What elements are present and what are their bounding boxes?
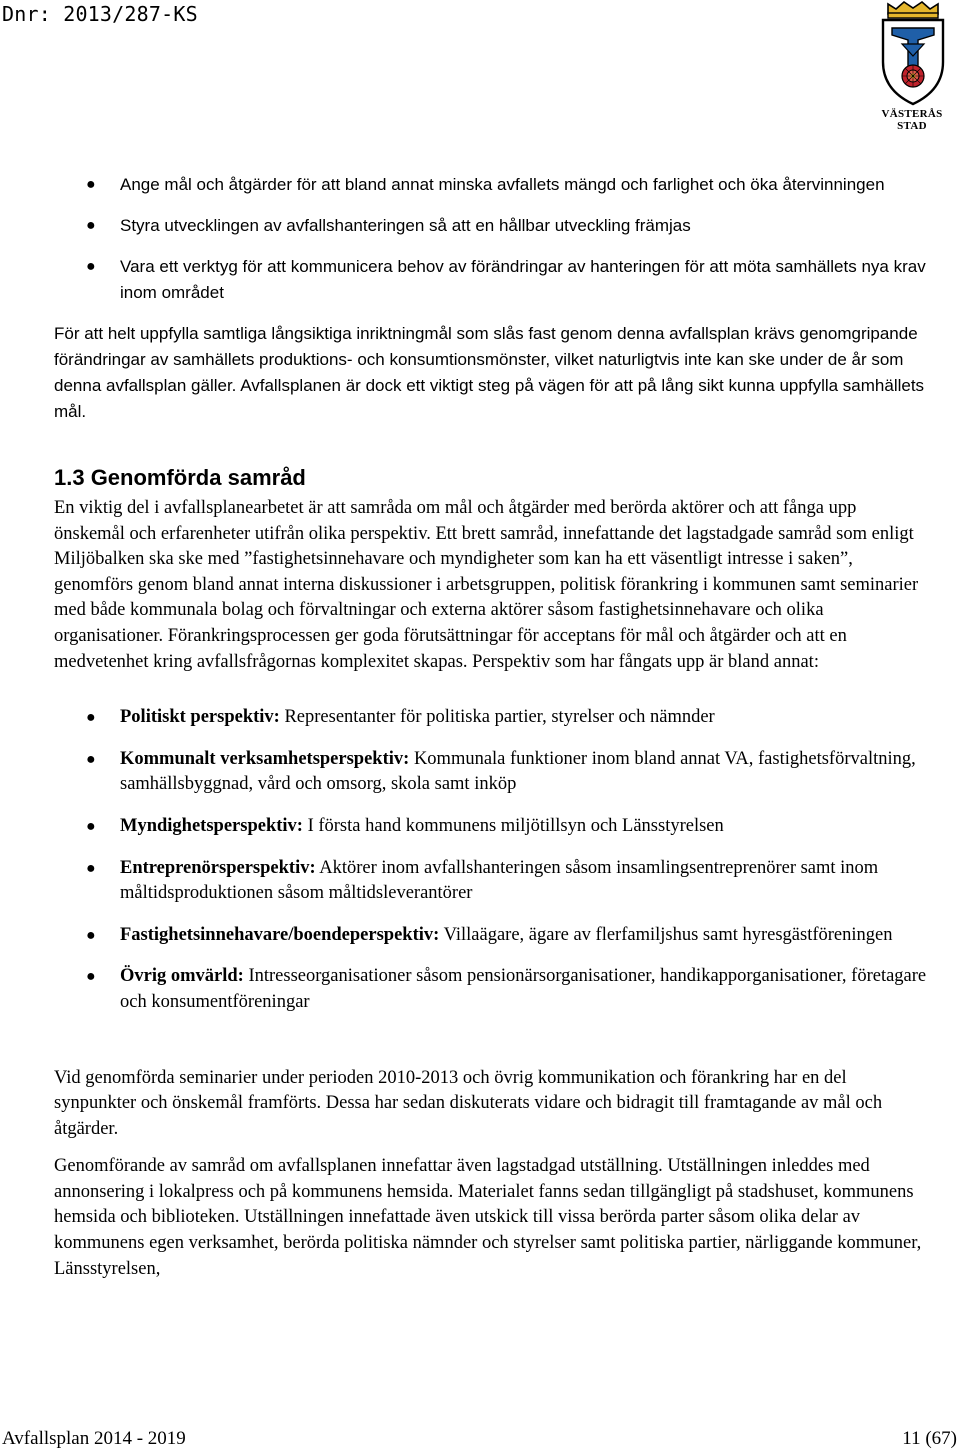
exhibition-paragraph: Genomförande av samråd om avfallsplanen innefattar även lagstadgad utställning. Utställningen inleddes med annonsering i lokalpress och på kommunens hemsida. Materialet fanns sedan tillgängligt på stadshuset, kommunens hemsida och biblioteken. Utställningen innefattade även utskick till vissa berörda parter såsom olika delar av kommunens egen verksamhet, berörda politiska nämnder och styrelser samt politiska partier, närliggande kommuner, Länsstyrelsen, [54, 1156, 922, 1279]
list-item [54, 254, 928, 306]
bullet-icon: ● [86, 750, 96, 768]
perspective-label: Politiskt perspektiv: [120, 707, 280, 728]
vasteras-logo [866, 0, 960, 132]
list-item [54, 213, 928, 239]
bullet-icon: ● [86, 709, 96, 727]
perspective-list [54, 705, 928, 1015]
list-item [54, 814, 928, 840]
bullet-icon: ● [86, 926, 96, 944]
list-item-text: Ange mål och åtgärder för att bland annat minska avfallets mängd och farlighet och öka återvinningen [120, 175, 885, 194]
section-intro-paragraph: En viktig del i avfallsplanearbetet är att samråda om mål och åtgärder med berörda aktörer och att fånga upp önskemål och erfarenheter utifrån olika perspektiv. Ett brett samråd, innefattande det lagstadgade samråd som enligt Miljöbalken ska ske med ”fastighetsinnehavare och myndigheter som kan ha ett väsentligt intresse i saken”, genomförs genom bland annat interna diskussioner i arbetsgruppen, politisk förankring i kommunen samt seminarier med både kommunala bolag och förvaltningar och externa aktörer såsom fastighetsinnehavare och olika organisationer. Förankringsprocessen ger goda förutsättningar för acceptans för mål och åtgärder och att en medvetenhet kring avfallsfrågornas komplexitet skapas. Perspektiv som har fångats upp är bland annat: [54, 498, 919, 672]
perspective-text: Villaägare, ägare av flerfamiljshus samt hyresgästföreningen [439, 924, 893, 945]
perspective-text: Representanter för politiska partier, styrelser och nämnder [279, 707, 715, 728]
logo-text: VÄSTERÅS STAD [881, 108, 943, 132]
bullet-icon: ● [86, 258, 96, 275]
perspective-text: I första hand kommunens miljötillsyn och Länsstyrelsen [302, 815, 724, 836]
goals-paragraph: För att helt uppfylla samtliga långsiktiga inriktningmål som slås fast genom denna avfallsplan krävs genomgripande förändringar av samhällets produktions- och konsumtionsmönster, vilket naturligtvis inte kan ske under de år som denna avfallsplan gäller. Avfallsplanen är dock ett viktigt steg på vägen för att på lång sikt kunna uppfylla samhällets mål. [54, 324, 925, 421]
document-number: Dnr: 2013/287-KS [2, 2, 198, 26]
intro-bullet-list [54, 172, 928, 306]
bullet-icon: ● [86, 217, 96, 234]
list-item [54, 705, 928, 731]
list-item-text: Vara ett verktyg för att kommunicera behov av förändringar av hanteringen för att möta samhällets nya krav inom området [120, 257, 926, 302]
perspective-label: Kommunalt verksamhetsperspektiv: [120, 748, 410, 769]
main-content [54, 172, 928, 1282]
page-number: 11 (67) [902, 1428, 957, 1449]
list-item [54, 856, 928, 907]
bullet-icon: ● [86, 176, 96, 193]
perspective-text: Aktörer inom avfallshanteringen såsom insamlingsentreprenörer samt inom måltidsproduktionen såsom måltidsleverantörer [120, 857, 879, 904]
perspective-label: Fastighetsinnehavare/boendeperspektiv: [120, 924, 440, 945]
section-heading: 1.3 Genomförda samråd [54, 465, 306, 490]
perspective-text: Intresseorganisationer såsom pensionärsorganisationer, handikapporganisationer, företagare och konsumentföreningar [120, 966, 927, 1012]
coat-of-arms-icon [866, 0, 960, 108]
perspective-label: Myndighetsperspektiv: [120, 815, 303, 836]
perspective-label: Entreprenörsperspektiv: [120, 857, 316, 878]
list-item [54, 172, 928, 198]
bullet-icon: ● [86, 817, 96, 835]
list-item-text: Styra utvecklingen av avfallshanteringen så att en hållbar utveckling främjas [120, 216, 691, 235]
list-item [54, 923, 928, 949]
perspective-label: Övrig omvärld: [120, 966, 244, 987]
bullet-icon: ● [86, 859, 96, 877]
list-item [54, 964, 928, 1015]
seminars-paragraph: Vid genomförda seminarier under perioden 2010-2013 och övrig kommunikation och förankring har en del synpunkter och önskemål framförts. Dessa har sedan diskuterats vidare och bidragit till framtagande av mål och åtgärder. [54, 1067, 883, 1139]
bullet-icon: ● [86, 968, 96, 986]
perspective-text: Kommunala funktioner inom bland annat VA, fastighetsförvaltning, samhällsbyggnad, vård och omsorg, skola samt inköp [120, 748, 916, 795]
list-item [54, 747, 928, 798]
footer-title: Avfallsplan 2014 - 2019 [2, 1428, 186, 1449]
